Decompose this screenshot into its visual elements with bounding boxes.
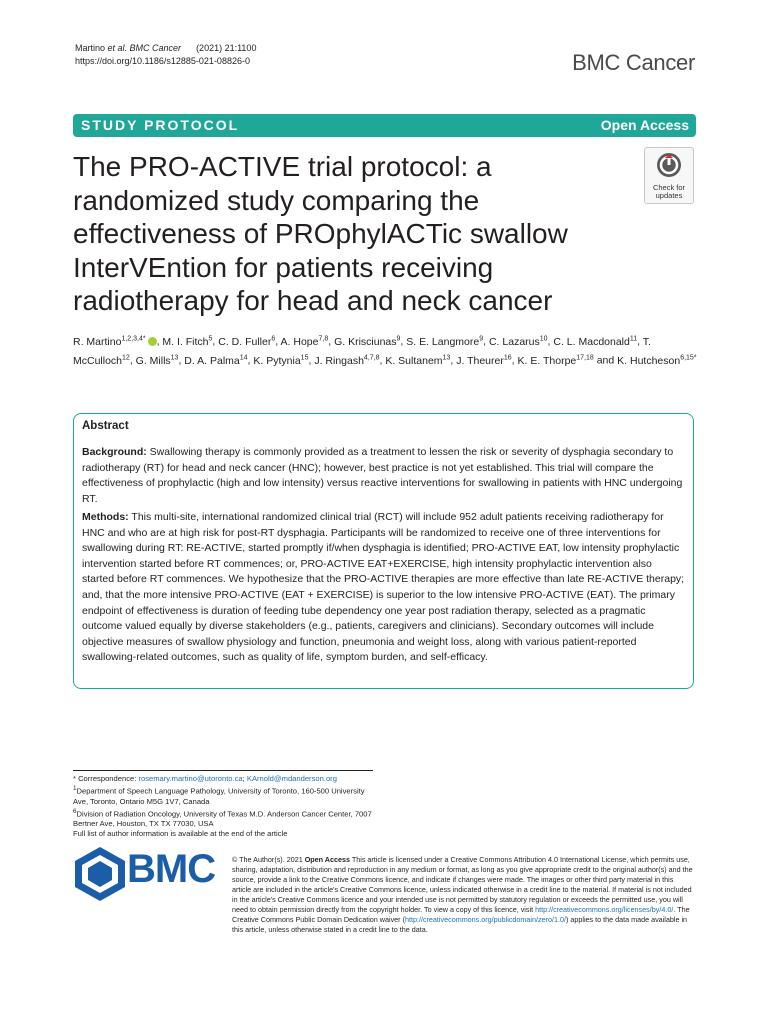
- article-type-label: STUDY PROTOCOL: [81, 117, 240, 133]
- author-name[interactable]: K. Hutcheson$^{6,15*}$: [617, 354, 697, 367]
- author-affiliation-sup: 17,18: [576, 354, 594, 361]
- author-name[interactable]: M. I. Fitch$^5$: [162, 335, 213, 348]
- author-affiliation-sup: 4,7,8: [363, 354, 380, 361]
- journal-name: BMC Cancer: [572, 50, 695, 75]
- orcid-icon[interactable]: [148, 337, 157, 346]
- author-name[interactable]: J. Theurer$^{16}$: [456, 354, 512, 367]
- author-name[interactable]: G. Mills$^{13}$: [135, 354, 179, 367]
- author-name[interactable]: K. E. Thorpe$^{17,18}$: [517, 354, 594, 367]
- footnotes: [73, 774, 373, 839]
- affiliation-1: $^1$Department of Speech Language Pathology, University of Toronto, 160-500 University Ave, Toronto, Ontario M5G 1V7, Canada: [73, 785, 365, 806]
- author-affiliation-sup: 6: [271, 335, 276, 342]
- author-affiliation-sup: 1,2,3,4*: [121, 335, 146, 342]
- email-link-2[interactable]: KArnold@mdanderson.org: [246, 774, 337, 783]
- check-for-updates-button[interactable]: [644, 147, 694, 204]
- abstract-methods: [82, 510, 686, 666]
- article-type-banner: [73, 114, 696, 137]
- correspondence: * Correspondence: rosemary.martino@utoronto.ca; KArnold@mdanderson.org: [73, 774, 337, 783]
- author-affiliation-sup: 15: [300, 354, 309, 361]
- abstract-background: [82, 445, 686, 507]
- background-label: Background:: [82, 446, 147, 458]
- author-affiliation-sup: 13: [170, 354, 179, 361]
- abstract-box: [73, 413, 694, 689]
- author-name[interactable]: C. Lazarus$^{10}$: [488, 335, 548, 348]
- article-title: The PRO-ACTIVE trial protocol: a randomized study comparing the effectiveness of PROphylACTic swallow InterVEntion for patients receiving radiotherapy for head and neck cancer: [73, 151, 568, 316]
- author-affiliation-sup: 12: [122, 354, 130, 361]
- footnote-divider: [73, 770, 373, 771]
- author-name[interactable]: C. D. Fuller$^6$: [218, 335, 276, 348]
- check-updates-icon: [656, 152, 682, 178]
- author-affiliation-sup: 13: [442, 354, 451, 361]
- bmc-logo-text: BMC: [127, 847, 216, 891]
- full-list-note: Full list of author information is available at the end of the article: [73, 829, 288, 839]
- open-access-label: Open Access: [600, 117, 689, 133]
- citation-year: (2021) 21:1100: [196, 43, 257, 53]
- author-affiliation-sup: 10: [539, 335, 548, 342]
- check-updates-label: Check for updates: [652, 183, 686, 200]
- license-link-by[interactable]: http://creativecommons.org/licenses/by/4.0/: [535, 905, 674, 914]
- citation-line: [75, 42, 256, 55]
- bmc-logo: [73, 845, 218, 905]
- email-link-1[interactable]: rosemary.martino@utoronto.ca: [138, 774, 243, 783]
- author-affiliation-sup: 5: [208, 335, 213, 342]
- license-text: © The Author(s). 2021 Open Access This article is licensed under a Creative Commons Attribution 4.0 International License, which permits use, sharing, adaptation, distribution and reproduction in any medium or format, as long as you give appropriate credit to the original author(s) and the source, provide a link to the Creative Commons licence, and indicate if changes were made. The images or other third party material in this article are included in the article's Creative Commons licence, unless indicated otherwise in a credit line to the material. If material is not included in the article's Creative Commons licence and your intended use is not permitted by statutory regulation or exceeds the permitted use, you will need to obtain permission directly from the copyright holder. To view a copy of this licence, visit http://creativecommons.org/licenses/by/4.0/. The Creative Commons Public Domain Dedication waiver (http://creativecommons.org/publicdomain/zero/1.0/) applies to the data made available in this article, unless otherwise stated in a credit line to the data.: [232, 855, 693, 934]
- author-and: and: [593, 354, 618, 367]
- author-name[interactable]: C. L. Macdonald$^{11}$: [553, 335, 638, 348]
- abstract-heading: Abstract: [82, 420, 129, 432]
- bmc-emblem-icon: [73, 845, 127, 903]
- citation-journal: et al. BMC Cancer: [107, 43, 182, 53]
- author-affiliation-sup: 9: [396, 335, 401, 342]
- author-name[interactable]: R. Martino$^{1,2,3,4*}$: [73, 335, 146, 348]
- author-name[interactable]: J. Ringash$^{4,7,8}$: [314, 354, 380, 367]
- author-name[interactable]: T. McCulloch$^{12}$: [73, 335, 651, 367]
- methods-label: Methods:: [82, 511, 129, 523]
- citation-authors: Martino: [75, 43, 108, 53]
- author-affiliation-sup: 9: [479, 335, 484, 342]
- author-name[interactable]: S. E. Langmore$^9$: [406, 335, 484, 348]
- author-affiliation-sup: 14: [239, 354, 248, 361]
- author-affiliation-sup: 7,8: [318, 335, 329, 342]
- author-name[interactable]: D. A. Palma$^{14}$: [184, 354, 248, 367]
- affiliation-6: $^6$Division of Radiation Oncology, University of Texas M.D. Anderson Cancer Center, 7007 Bertner Ave, Houston, TX TX 77030, USA: [73, 807, 372, 829]
- author-name[interactable]: G. Krisciunas$^9$: [334, 335, 401, 348]
- author-name[interactable]: K. Sultanem$^{13}$: [385, 354, 451, 367]
- author-affiliation-sup: 16: [503, 354, 512, 361]
- author-affiliation-sup: 6,15*: [680, 354, 697, 361]
- author-name[interactable]: K. Pytynia$^{15}$: [253, 354, 309, 367]
- doi-link[interactable]: https://doi.org/10.1186/s12885-021-08826-0: [75, 56, 250, 66]
- background-text: Swallowing therapy is commonly provided as a treatment to lessen the risk or severity of dysphagia secondary to radiotherapy (RT) for head and neck cancer (HNC); however, best practice is not yet established. This trial will compare the effectiveness of prophylactic (high and low intensity) versus reactive interventions for swallowing in patients with HNC undergoing RT.: [82, 446, 683, 505]
- author-list: R. Martino$^{1,2,3,4*}$ , M. I. Fitch$^5$, C. D. Fuller$^6$, A. Hope$^{7,8}$, G. Krisciunas$^9$, S. E. Langmore$^9$, C. Lazarus$^{10}$, C. L. Macdonald$^{11}$, T. McCulloch$^{12}$, G. Mills$^{13}$, D. A. Palma$^{14}$, K. Pytynia$^{15}$, J. Ringash$^{4,7,8}$, K. Sultanem$^{13}$, J. Theurer$^{16}$, K. E. Thorpe$^{17,18}$ and K. Hutcheson$^{6,15*}$: [73, 335, 697, 367]
- license-link-zero[interactable]: http://creativecommons.org/publicdomain/zero/1.0/: [404, 915, 566, 924]
- methods-text: This multi-site, international randomized clinical trial (RCT) will include 952 adult patients receiving radiotherapy for HNC and who are at high risk for post-RT dysphagia. Participants will be randomized to receive one of three interventions for swallowing during RT: RE-ACTIVE, started promptly if/when dysphagia is identified; PRO-ACTIVE EAT, low intensity prophylactic intervention started before RT commences; or, PRO-ACTIVE EAT+EXERCISE, high intensity prophylactic intervention also started before RT commences. We hypothesize that the PRO-ACTIVE therapies are more effective than late RE-ACTIVE therapy; and, that the more intensive PRO-ACTIVE (EAT + EXERCISE) is superior to the low intensive PRO-ACTIVE (EAT). The primary endpoint of effectiveness is duration of feeding tube dependency one year post radiation therapy, selected as a pragmatic outcome valued equally by diverse stakeholders (e.g., patients, caregivers and clinicians). Secondary outcomes will include objective measures of swallow physiology and function, pneumonia and weight loss, along with various patient-reported swallowing-related outcomes, such as quality of life, symptom burden, and self-efficacy.: [82, 511, 685, 664]
- author-name[interactable]: A. Hope$^{7,8}$: [280, 335, 329, 348]
- citation-header: [75, 42, 256, 68]
- author-affiliation-sup: 11: [629, 335, 638, 342]
